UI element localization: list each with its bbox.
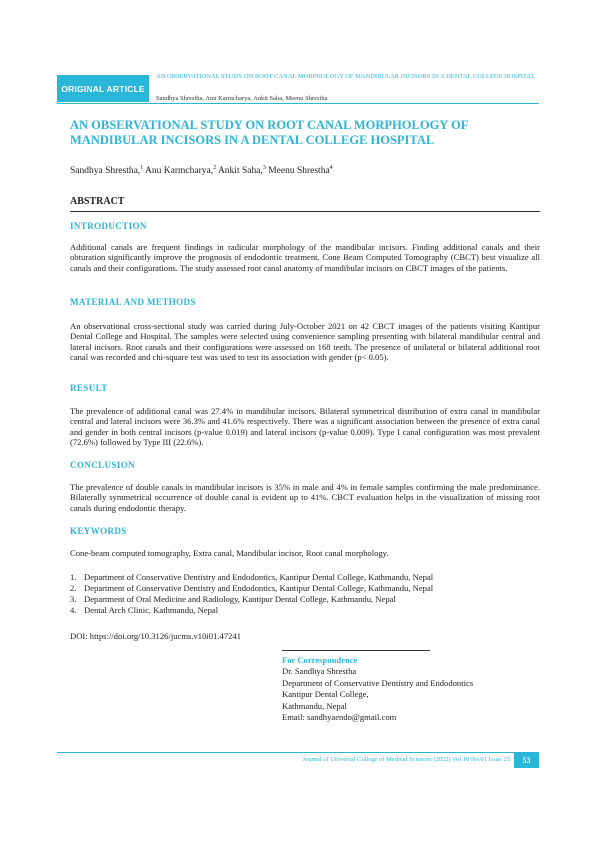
correspondence-divider [282,650,430,651]
author-affiliation-mark: 4 [329,165,333,171]
author-list [70,165,540,176]
author-affiliation-mark: 3 [262,165,266,171]
abstract-heading: ABSTRACT [70,196,125,207]
affiliation-text: Department of Conservative Dentistry and Endodontics, Kantipur Dental College, Kathmandu, Nepal [84,572,434,582]
introduction-heading: INTRODUCTION [70,221,147,231]
affiliation-text: Dental Arch Clinic, Kathmandu, Nepal [84,605,219,615]
correspondence-name: Dr. Sandhya Shrestha [282,666,357,677]
affiliation-text: Department of Oral Medicine and Radiology, Kantipur Dental College, Kathmandu, Nepal [84,594,396,604]
affiliation-text: Department of Conservative Dentistry and Endodontics, Kantipur Dental College, Kathmandu, Nepal [84,583,434,593]
conclusion-text: The prevalence of double canals in mandibular incisors is 35% in male and 4% in female samples confirming the male predominance. Bilaterally symmetrical occurrence of double canal is evident up to 41%. CBCT evaluation helps in the visualization of missing root canals during endodontic therapy. [70,482,540,513]
footer-divider [57,752,539,753]
keywords-text: Cone-beam computed tomography, Extra canal, Mandibular incisor, Root canal morphology. [70,548,389,558]
affiliation-item [70,572,540,583]
author-affiliation-mark: 2 [213,165,217,171]
article-type-badge: ORIGINAL ARTICLE [57,75,149,102]
result-text: The prevalence of additional canal was 27.4% in mandibular incisors. Bilateral symmetrical distribution of extra canal in mandibular central and lateral incisors were 36.3% and 41.6% respectively. There was a significant association between the presence of extra canal and gender in both central incisors (p-value 0.019) and lateral incisors (p-value 0.009). Type I canal configuration was most prevalent (72.6%) followed by Type III (22.6%). [70,406,540,448]
correspondence-city: Kathmandu, Nepal [282,700,347,711]
author-name: Meenu Shrestha [265,166,330,177]
affiliation-number: 2. [70,583,77,593]
article-title: AN OBSERVATIONAL STUDY ON ROOT CANAL MORPHOLOGY OF MANDIBULAR INCISORS IN A DENTAL COLLEGE HOSPITAL [70,118,468,147]
correspondence-department: Department of Conservative Dentistry and Endodontics [282,677,474,688]
introduction-text: Additional canals are frequent findings in radicular morphology of the mandibular incisors. Finding additional canals and their obturation significantly improve the prognosis of endodontic treatment. Cone Beam Computed Tomography (CBCT) best visualize all canals and their configurations. The study assessed root canal anatomy of mandibular incisors on CBCT images of the patients. [70,242,540,273]
conclusion-heading: CONCLUSION [70,460,136,470]
correspondence-heading: For Correspondence [282,655,358,665]
affiliation-item [70,594,540,605]
methods-heading: MATERIAL AND METHODS [70,297,196,307]
author-name: Sandhya Shrestha, [70,166,141,177]
affiliation-number: 1. [70,572,77,582]
running-authors: Sandhya Shrestha, Anu Karmcharya, Ankit Saha, Meenu Shrestha [156,95,328,102]
author-affiliation-mark: 1 [140,165,144,171]
journal-citation: Journal of Universal College of Medical Sciences (2022) Vol.10 No.01 Issue 25 [302,756,510,763]
author-name: Ankit Saha, [216,166,263,177]
author-name: Anu Karmcharya, [143,166,214,177]
abstract-divider [70,211,540,212]
keywords-heading: KEYWORDS [70,526,127,536]
correspondence-email[interactable]: Email: sandhyaendo@gmail.com [282,712,397,723]
affiliation-number: 4. [70,605,77,615]
affiliation-number: 3. [70,594,77,604]
running-title: AN OBSERVATIONAL STUDY ON ROOT CANAL MORPHOLOGY OF MANDIBULAR INCISORS IN A DENTAL COLLEGE HOSPITAL [156,73,536,80]
doi-link[interactable]: DOI: https://doi.org/10.3126/jucms.v10i01.47241 [70,631,242,641]
result-heading: RESULT [70,383,108,393]
affiliation-item [70,583,540,594]
correspondence-block [282,655,542,723]
methods-text: An observational cross-sectional study was carried during July-October 2021 on 42 CBCT images of the patients visiting Kantipur Dental College and Hospital. The samples were selected using convenience sampling presenting with bilateral mandibular central and lateral incisors. Root canals and their configurations were assessed on 168 teeth. The presence of unilateral or bilateral additional root canal was recorded and chi-square test was used to test its association with gender (p< 0.05). [70,321,540,363]
correspondence-college: Kantipur Dental College, [282,689,369,700]
affiliation-item [70,605,540,616]
affiliation-list [70,572,540,616]
header-divider [57,103,539,104]
page-number: 53 [514,752,539,768]
